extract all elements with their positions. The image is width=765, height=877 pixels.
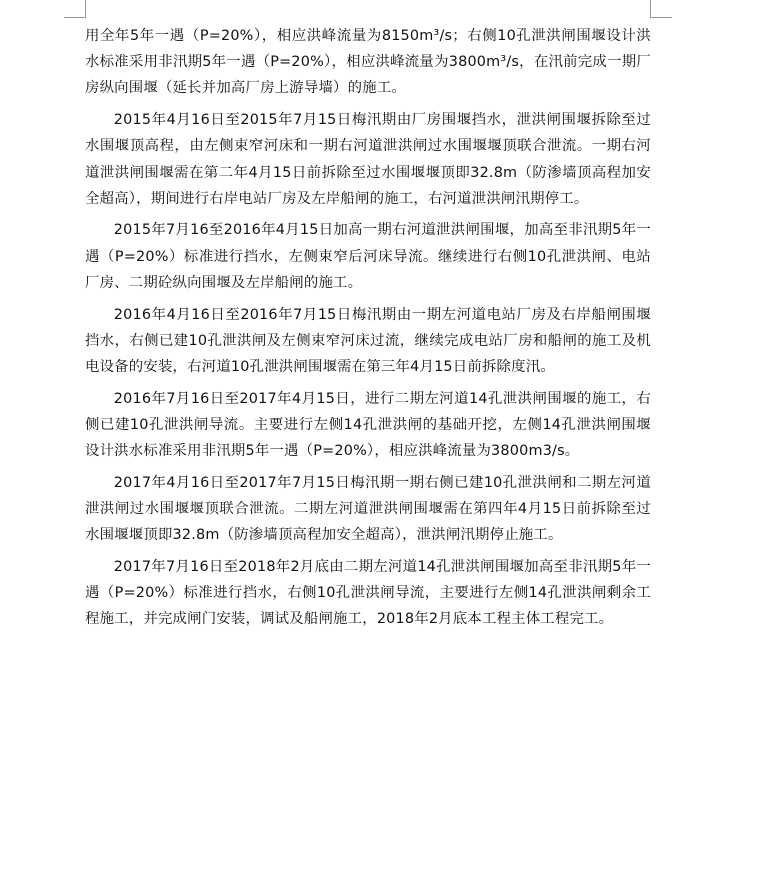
paragraph-continued: 用全年5年一遇（P=20%），相应洪峰流量为8150m³/s；右侧10孔泄洪闸围堰设计洪水标准采用非汛期5年一遇（P=20%），相应洪峰流量为3800m³/s，在汛前完成一期厂房纵向围堰（延长并加高厂房上游导墙）的施工。 — [85, 28, 651, 97]
paragraph-2017-completion: 2017年7月16日至2018年2月底由二期左河道14孔泄洪闸围堰加高至非汛期5年一遇（P=20%）标准进行挡水，右侧10孔泄洪闸导流，主要进行左侧14孔泄洪闸剩余工程施工，并完成闸门安装，调试及船闸施工，2018年2月底本工程主体工程完工。 — [85, 558, 651, 628]
corner-mark-left-vertical — [85, 0, 86, 17]
corner-mark-left-horizontal — [64, 17, 86, 18]
paragraph-2016-phase2-cofferdam: 2016年7月16日至2017年4月15日，进行二期左河道14孔泄洪闸围堰的施工，右侧已建10孔泄洪闸导流。主要进行左侧14孔泄洪闸的基础开挖，左侧14孔泄洪闸围堰设计洪水标准采用非汛期5年一遇（P=20%），相应洪峰流量为3800m3/s。 — [85, 390, 651, 460]
paragraph-2017-spring-flood: 2017年4月16日至2017年7月15日梅汛期一期右侧已建10孔泄洪闸和二期左河道泄洪闸过水围堰堰顶联合泄流。二期左河道泄洪闸围堰需在第四年4月15日前拆除至过水围堰堰顶即32.8m（防渗墙顶高程加安全超高），泄洪闸汛期停止施工。 — [85, 474, 651, 544]
paragraph-2016-spring-flood: 2016年4月16日至2016年7月15日梅汛期由一期左河道电站厂房及右岸船闸围堰挡水，右侧已建10孔泄洪闸及左侧束窄河床过流，继续完成电站厂房和船闸的施工及机电设备的安装，右河道10孔泄洪闸围堰需在第三年4月15日前拆除度汛。 — [85, 306, 651, 375]
corner-mark-right-horizontal — [650, 17, 672, 18]
corner-mark-right-vertical — [650, 0, 651, 17]
paragraph-2015-raise-cofferdam: 2015年7月16至2016年4月15日加高一期右河道泄洪闸围堰，加高至非汛期5年一遇（P=20%）标准进行挡水，左侧束窄后河床导流。继续进行右侧10孔泄洪闸、电站厂房、二期砼纵向围堰及左岸船闸的施工。 — [85, 222, 651, 291]
document-body — [85, 23, 651, 638]
paragraph-2015-spring-flood: 2015年4月16日至2015年7月15日梅汛期由厂房围堰挡水，泄洪闸围堰拆除至过水围堰顶高程，由左侧束窄河床和一期右河道泄洪闸过水围堰堰顶联合泄流。一期右河道泄洪闸围堰需在第二年4月15日前拆除至过水围堰堰顶即32.8m（防渗墙顶高程加安全超高），期间进行右岸电站厂房及左岸船闸的施工，右河道泄洪闸汛期停工。 — [85, 112, 651, 207]
